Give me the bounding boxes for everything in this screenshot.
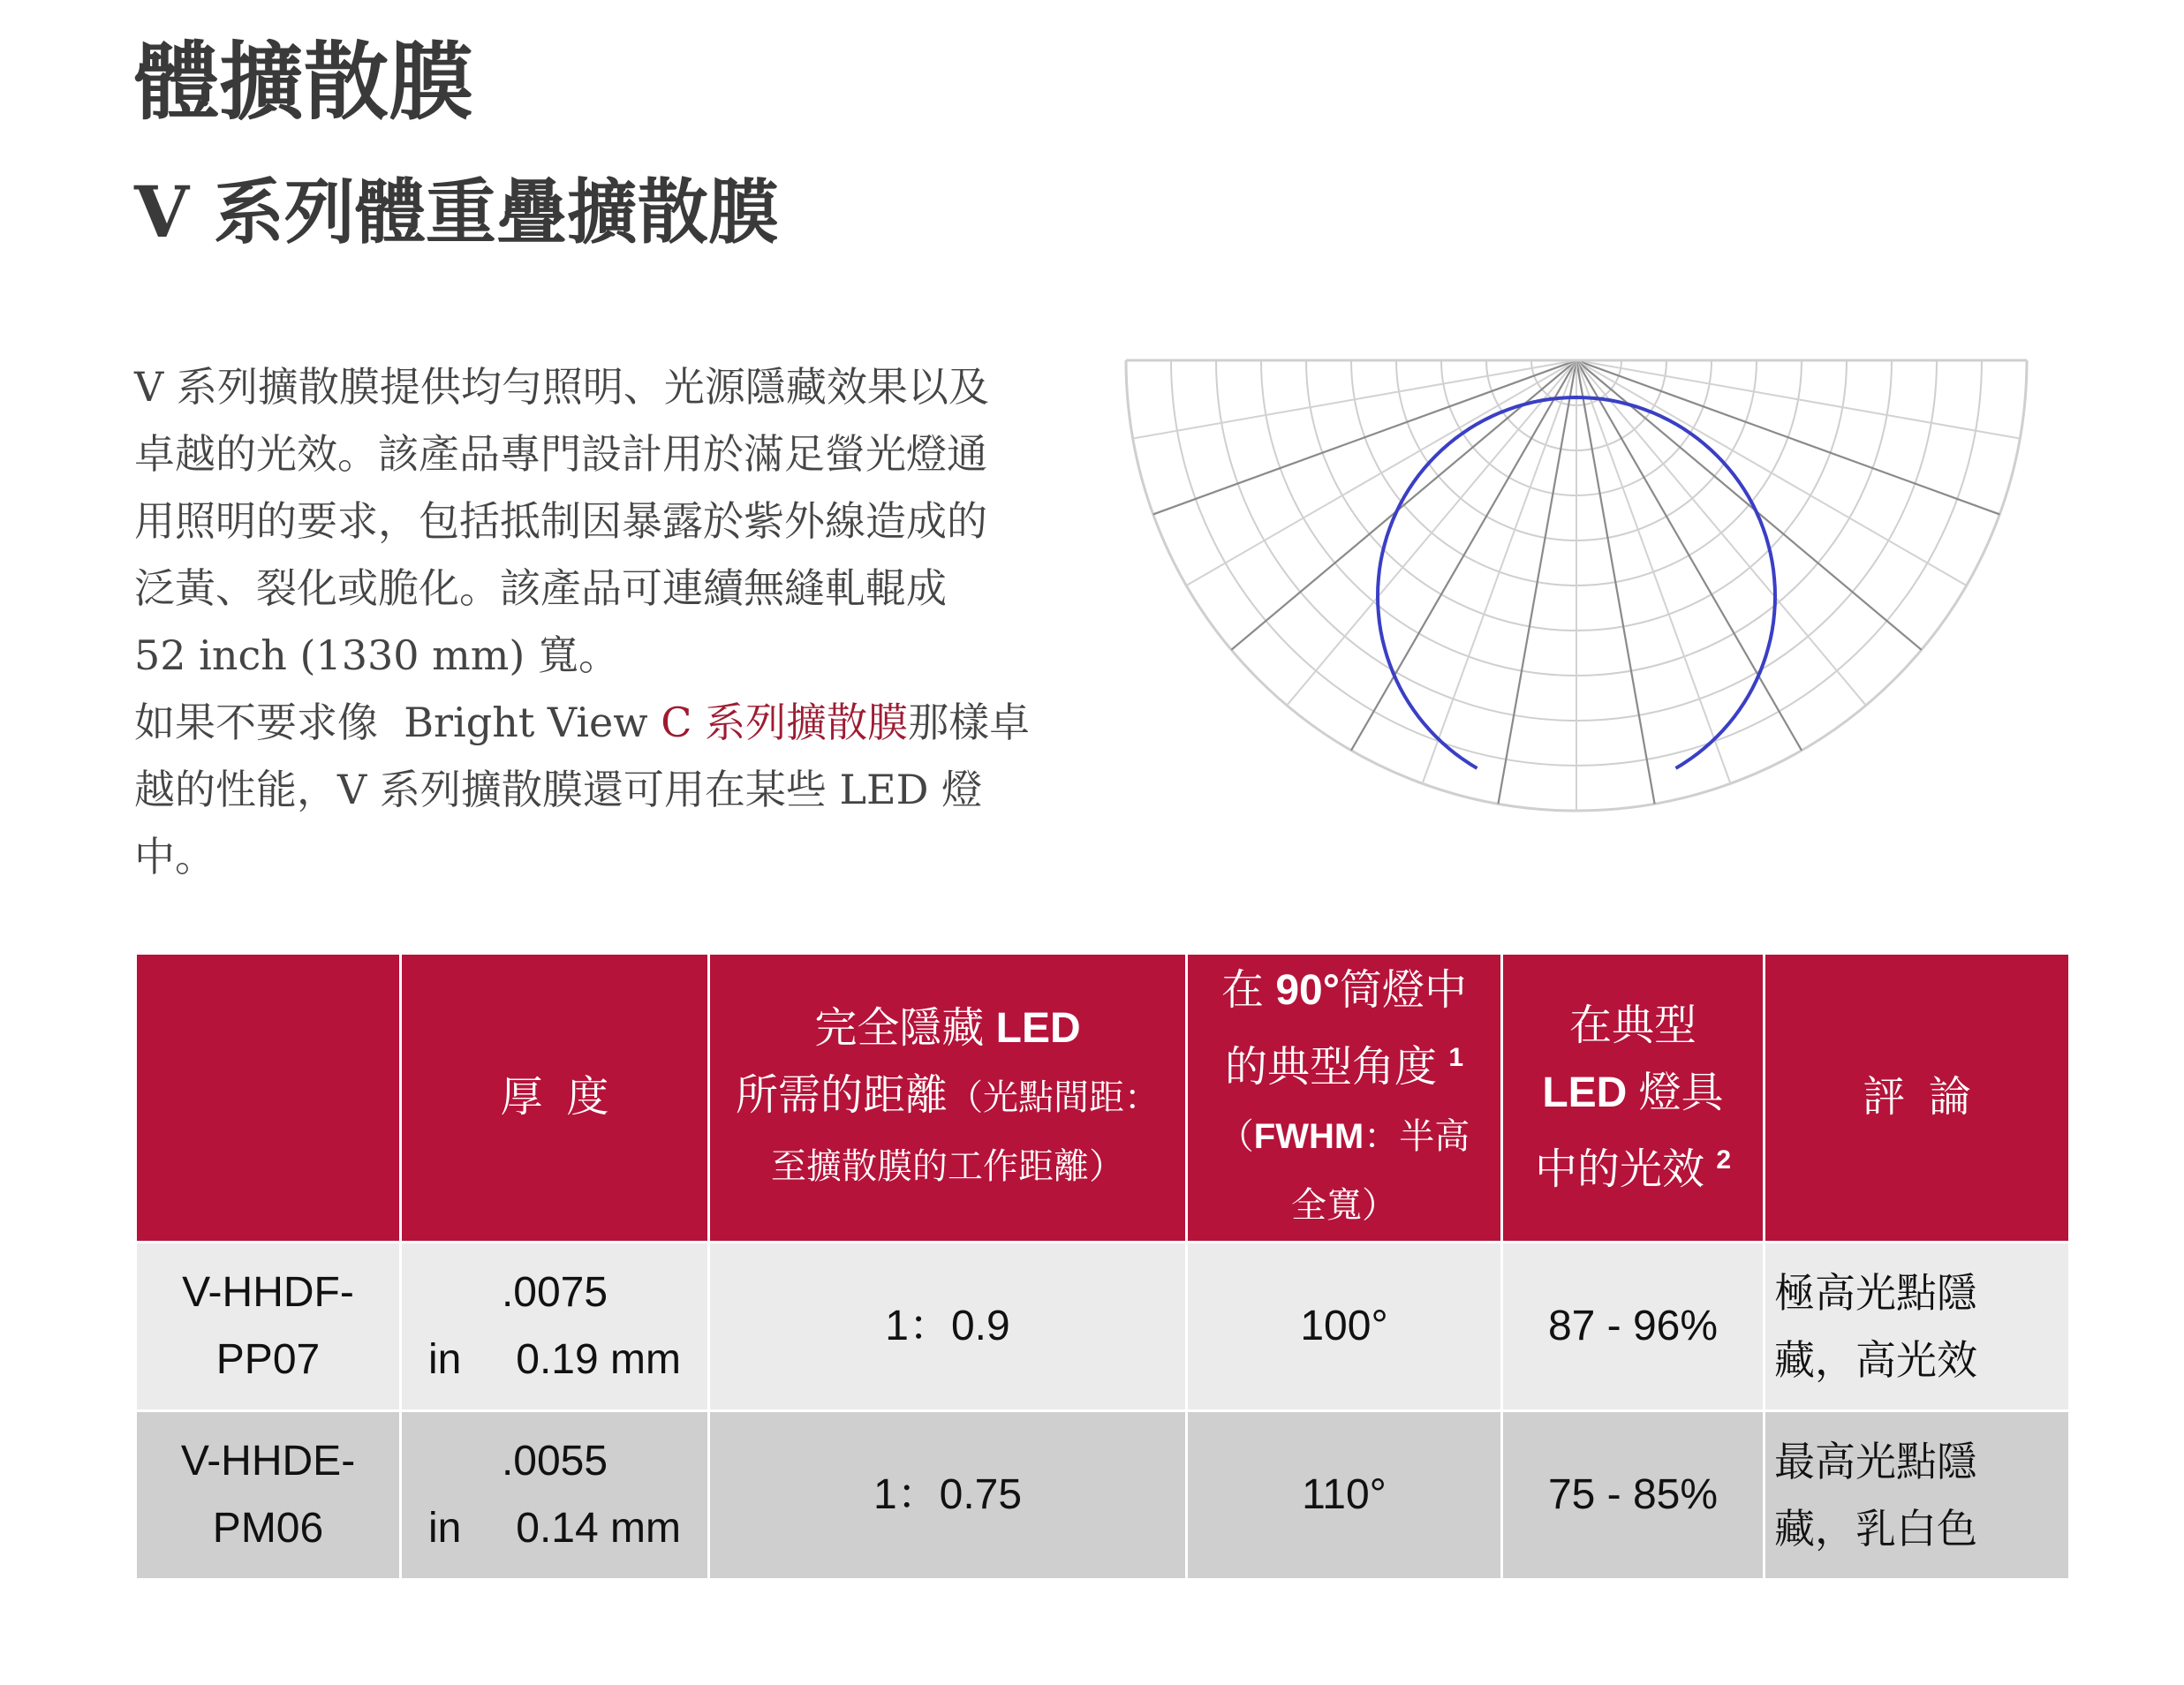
cell-thickness bbox=[401, 1411, 709, 1580]
intro-line: 泛黃、裂化或脆化。該產品可連續無縫軋輥成 bbox=[134, 564, 947, 612]
intro-line: 用照明的要求，包括抵制因暴露於紫外線造成的 bbox=[134, 497, 987, 545]
header-efficiency bbox=[1502, 954, 1765, 1243]
header-thickness-label: 厚 度 bbox=[500, 1074, 609, 1121]
cell-thickness bbox=[401, 1243, 709, 1411]
page-title: 體擴散膜 bbox=[134, 32, 473, 132]
header-text: （ bbox=[1218, 1116, 1254, 1156]
intro-line: 52 inch (1330 mm) 寬。 bbox=[134, 631, 619, 679]
header-text: ：半高 bbox=[1364, 1116, 1470, 1156]
footnote-ref: 2 bbox=[1716, 1145, 1732, 1175]
cell-model bbox=[136, 1411, 401, 1580]
thickness-inch-unit: in bbox=[428, 1505, 462, 1552]
header-distance bbox=[709, 954, 1187, 1243]
page-subtitle: V 系列體重疊擴散膜 bbox=[134, 170, 779, 253]
header-angle bbox=[1187, 954, 1502, 1243]
thickness-mm: 0.19 mm bbox=[516, 1336, 681, 1383]
table-header-row bbox=[136, 954, 2070, 1243]
thickness-inch-unit: in bbox=[428, 1336, 462, 1383]
header-text: 完全隱藏 bbox=[814, 1005, 996, 1052]
header-text: （光點間距： bbox=[948, 1078, 1160, 1117]
cell-angle: 100° bbox=[1187, 1243, 1502, 1411]
header-text: 在 bbox=[1221, 966, 1276, 1014]
cell-model bbox=[136, 1243, 401, 1411]
cell-distance: 1：0.75 bbox=[709, 1411, 1187, 1580]
comment-line: 極高光點隱 bbox=[1774, 1269, 1977, 1317]
model-part: PM06 bbox=[212, 1505, 324, 1552]
footnote-ref: 1 bbox=[1448, 1042, 1464, 1072]
polar-light-distribution-diagram bbox=[1122, 344, 2031, 821]
header-text: 全寬） bbox=[1291, 1185, 1397, 1225]
table-row bbox=[136, 1243, 2070, 1411]
thickness-inch: .0075 bbox=[501, 1269, 608, 1316]
spec-table bbox=[134, 952, 2071, 1581]
header-model bbox=[136, 954, 401, 1243]
cell-efficiency: 87 - 96% bbox=[1502, 1243, 1765, 1411]
intro-text bbox=[134, 353, 1088, 890]
comment-line: 藏，乳白色 bbox=[1774, 1505, 1977, 1553]
intro-text-before-link: 如果不要求像 Bright View bbox=[134, 699, 661, 746]
header-text: 的典型角度 bbox=[1224, 1043, 1449, 1091]
cell-efficiency: 75 - 85% bbox=[1502, 1411, 1765, 1580]
intro-paragraph-2 bbox=[134, 689, 1088, 890]
intro-line: 中。 bbox=[134, 833, 215, 880]
table-row bbox=[136, 1411, 2070, 1580]
model-part: V-HHDE- bbox=[180, 1438, 356, 1485]
header-text: 至擴散膜的工作距離） bbox=[771, 1147, 1124, 1186]
cell-distance: 1：0.9 bbox=[709, 1243, 1187, 1411]
comment-line: 最高光點隱 bbox=[1774, 1438, 1977, 1485]
c-series-link[interactable]: C 系列擴散膜 bbox=[661, 699, 909, 746]
intro-text-after-link: 那樣卓 bbox=[908, 699, 1031, 746]
header-text: 燈具 bbox=[1627, 1069, 1724, 1116]
intro-line: V 系列擴散膜提供均勻照明、光源隱藏效果以及 bbox=[134, 363, 989, 411]
thickness-mm: 0.14 mm bbox=[516, 1505, 681, 1552]
header-text: 在典型 bbox=[1568, 1001, 1697, 1049]
header-thickness bbox=[401, 954, 709, 1243]
intro-line: 越的性能，V 系列擴散膜還可用在某些 LED 燈 bbox=[134, 766, 983, 813]
header-comments-label: 評 論 bbox=[1863, 1074, 1971, 1121]
cell-comment bbox=[1765, 1243, 2070, 1411]
model-part: PP07 bbox=[215, 1336, 321, 1383]
header-text: 90° bbox=[1275, 966, 1340, 1014]
header-text: LED bbox=[1542, 1069, 1628, 1116]
cell-angle: 110° bbox=[1187, 1411, 1502, 1580]
header-text: LED bbox=[995, 1005, 1081, 1052]
header-text: FWHM bbox=[1253, 1116, 1364, 1156]
model-part: V-HHDF- bbox=[182, 1269, 354, 1316]
cell-comment bbox=[1765, 1411, 2070, 1580]
header-text: 中的光效 bbox=[1534, 1145, 1717, 1193]
thickness-inch: .0055 bbox=[501, 1438, 608, 1485]
polar-grid bbox=[1126, 360, 2027, 811]
intro-line: 卓越的光效。該產品專門設計用於滿足螢光燈通 bbox=[134, 430, 987, 478]
comment-line: 藏，高光效 bbox=[1774, 1336, 1977, 1384]
header-text: 所需的距離 bbox=[735, 1072, 948, 1119]
header-text: 筒燈中 bbox=[1339, 966, 1467, 1014]
header-comments bbox=[1765, 954, 2070, 1243]
intro-paragraph-1 bbox=[134, 353, 1088, 689]
